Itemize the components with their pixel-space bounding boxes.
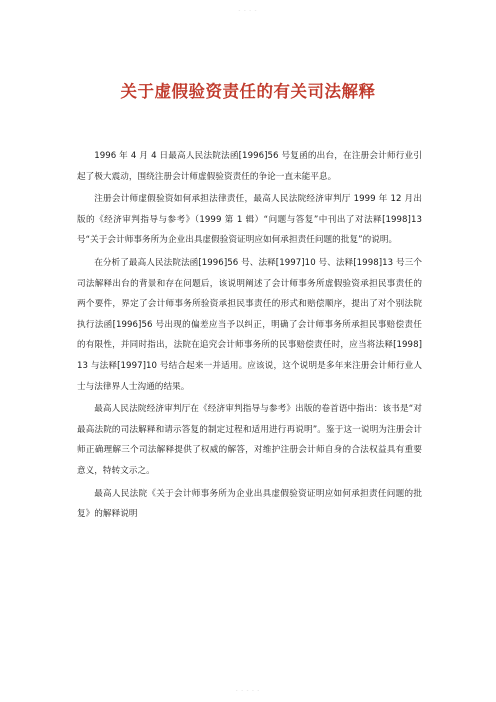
paragraph-5: 最高人民法院《关于会计师事务所为企业出具虚假验资证明应如何承担责任问题的批复》的解释说明: [77, 488, 422, 520]
paragraph-3: 在分析了最高人民法院法函[1996]56 号、法释[1997]10 号、法释[1998]13 号三个司法解释出台的背景和存在问题后，该说明阐述了会计师事务所虚假验资承担民事责任的两个要件，界定了会计师事务所验资承担民事责任的形式和赔偿顺序，提出了对个别法院执行法函[1996]56 号出现的偏差应当予以纠正，明确了会计师事务所承担民事赔偿责任的有限性，并同时指出，法院在追究会计师事务所的民事赔偿责任时，应当将法释[1998]13 与法释[1997]10 号结合起来一并适用。应该说，这个说明是多年来注册会计师行业人士与法律界人士沟通的结果。: [77, 257, 422, 392]
document-title: 关于虚假验资责任的有关司法解释: [120, 82, 376, 101]
page-footer-mark: - - - - -: [235, 688, 261, 694]
paragraph-2: 注册会计师虚假验资如何承担法律责任，最高人民法院经济审判厅 1999 年 12 月出版的《经济审判指导与参考》（1999 第 1 辑）“问题与答复”中刊出了对法释[1998]13 号“关于会计师事务所为企业出具虚假验资证明应如何承担责任问题的批复”的说明。: [77, 194, 422, 246]
paragraph-4: 最高人民法院经济审判厅在《经济审判指导与参考》出版的卷首语中指出：该书是“对最高法院的司法解释和请示答复的制定过程和适用进行再说明”。鉴于这一说明为注册会计师正确理解三个司法解释提供了权威的解答，对维护注册会计师自身的合法权益具有重要意义，特转文示之。: [77, 404, 422, 476]
paragraph-1: 1996 年 4 月 4 日最高人民法院法函[1996]56 号复函的出台，在注册会计师行业引起了极大震动，围绕注册会计师虚假验资责任的争论一直未能平息。: [77, 151, 422, 182]
document-body: [77, 146, 422, 527]
page-header-mark: - - - -: [238, 8, 258, 14]
